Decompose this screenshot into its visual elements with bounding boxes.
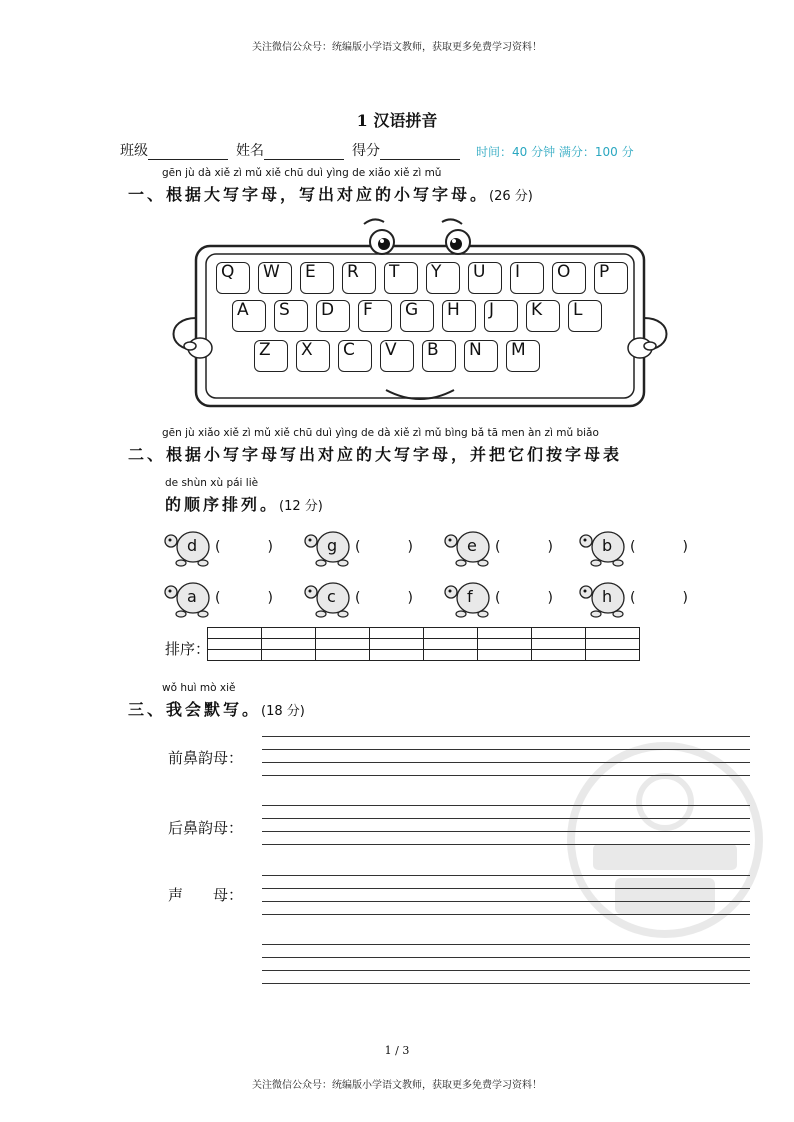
answer-parens[interactable]: [495, 590, 553, 606]
watermark-seal: [565, 740, 765, 940]
key-m: M: [506, 340, 540, 372]
key-r: R: [342, 262, 376, 294]
writing-rule: [262, 957, 750, 958]
section2-pinyin-line2: de shùn xù pái liè: [165, 477, 259, 489]
turtle-icon: [443, 527, 491, 567]
order-cell[interactable]: [532, 650, 586, 661]
section1-heading: [128, 182, 533, 205]
keyboard-illustration: [160, 210, 680, 410]
writing-rule: [262, 944, 750, 945]
score-label: 得分: [352, 143, 380, 159]
order-cell[interactable]: [208, 650, 262, 661]
order-cell[interactable]: [586, 639, 640, 650]
turtle-letter: b: [602, 536, 613, 555]
key-k: K: [526, 300, 560, 332]
turtle-icon: [578, 578, 626, 618]
class-label: 班级: [120, 143, 148, 159]
order-cell[interactable]: [316, 650, 370, 661]
turtle-pair: [303, 578, 413, 618]
turtle-icon: [578, 527, 626, 567]
order-cell[interactable]: [208, 639, 262, 650]
key-w: W: [258, 262, 292, 294]
section3-pinyin: wǒ huì mò xiě: [162, 682, 236, 694]
name-field[interactable]: [264, 145, 344, 160]
answer-parens[interactable]: [630, 590, 688, 606]
paren-open: (: [355, 590, 361, 606]
paren-close: ): [682, 539, 688, 555]
key-f: F: [358, 300, 392, 332]
turtle-icon: [303, 578, 351, 618]
order-cell[interactable]: [478, 650, 532, 661]
turtle-pair: [163, 527, 273, 567]
turtle-icon: [303, 527, 351, 567]
answer-parens[interactable]: [215, 539, 273, 555]
order-cell[interactable]: [370, 650, 424, 661]
paren-close: ): [267, 590, 273, 606]
turtle-pair: [578, 578, 688, 618]
turtle-pair: [443, 527, 553, 567]
turtle-icon: [163, 578, 211, 618]
key-e: E: [300, 262, 334, 294]
order-cell[interactable]: [586, 650, 640, 661]
turtle-pair: [578, 527, 688, 567]
answer-parens[interactable]: [355, 590, 413, 606]
writing-rule: [262, 736, 750, 737]
section1-heading-text: 一、根据大写字母，写出对应的小写字母。: [128, 185, 490, 204]
turtle-icon: [443, 578, 491, 618]
order-cell[interactable]: [208, 628, 262, 639]
key-g: G: [400, 300, 434, 332]
turtle-letter: e: [467, 536, 477, 555]
paren-open: (: [630, 539, 636, 555]
paren-open: (: [495, 590, 501, 606]
writing-label-back-nasal: 后鼻韵母：: [168, 819, 244, 837]
writing-label-initials: 声 母：: [168, 886, 244, 904]
paren-open: (: [215, 539, 221, 555]
key-q: Q: [216, 262, 250, 294]
section2-heading2-text: 的顺序排列。: [165, 495, 280, 514]
section1-pinyin: gēn jù dà xiě zì mǔ xiě chū duì yìng de xiǎo xiě zì mǔ: [162, 167, 442, 179]
key-u: U: [468, 262, 502, 294]
order-cell[interactable]: [262, 650, 316, 661]
turtle-letter: g: [327, 536, 338, 555]
top-banner: 关注微信公众号：统编版小学语文教师，获取更多免费学习资料！: [252, 42, 542, 53]
paren-close: ): [407, 590, 413, 606]
key-c: C: [338, 340, 372, 372]
info-line: [120, 140, 634, 160]
section3-heading-text: 三、我会默写。: [128, 700, 262, 719]
order-cell[interactable]: [478, 639, 532, 650]
score-field[interactable]: [380, 145, 460, 160]
turtle-letter: c: [327, 587, 336, 606]
turtle-pair: [303, 527, 413, 567]
answer-parens[interactable]: [630, 539, 688, 555]
order-cell[interactable]: [532, 639, 586, 650]
key-y: Y: [426, 262, 460, 294]
page-title: 1 汉语拼音: [356, 111, 438, 130]
turtle-pair: [443, 578, 553, 618]
order-cell[interactable]: [424, 628, 478, 639]
key-h: H: [442, 300, 476, 332]
key-j: J: [484, 300, 518, 332]
key-d: D: [316, 300, 350, 332]
key-n: N: [464, 340, 498, 372]
order-cell[interactable]: [262, 639, 316, 650]
turtle-letter: d: [187, 536, 198, 555]
order-cell[interactable]: [532, 628, 586, 639]
answer-parens[interactable]: [215, 590, 273, 606]
turtle-pair: [163, 578, 273, 618]
paren-close: ): [682, 590, 688, 606]
order-cell[interactable]: [424, 650, 478, 661]
key-v: V: [380, 340, 414, 372]
turtle-letter: f: [467, 587, 473, 606]
section2-heading-line2: [165, 492, 323, 515]
key-z: Z: [254, 340, 288, 372]
order-grid[interactable]: [207, 627, 640, 661]
key-a: A: [232, 300, 266, 332]
order-cell[interactable]: [478, 628, 532, 639]
key-b: B: [422, 340, 456, 372]
section3-heading: [128, 697, 305, 720]
paren-open: (: [495, 539, 501, 555]
key-x: X: [296, 340, 330, 372]
section2-pinyin-line1: gēn jù xiǎo xiě zì mǔ xiě chū duì yìng de dà xiě zì mǔ bìng bǎ tā men àn zì mǔ biǎo: [162, 427, 599, 439]
turtle-letter: a: [187, 587, 197, 606]
key-i: I: [510, 262, 544, 294]
key-o: O: [552, 262, 586, 294]
order-cell[interactable]: [316, 639, 370, 650]
section1-score: (26 分): [489, 189, 533, 204]
answer-parens[interactable]: [495, 539, 553, 555]
order-cell[interactable]: [262, 628, 316, 639]
paren-open: (: [355, 539, 361, 555]
writing-rule: [262, 970, 750, 971]
order-cell[interactable]: [316, 628, 370, 639]
paren-close: ): [407, 539, 413, 555]
paren-close: ): [267, 539, 273, 555]
paren-open: (: [630, 590, 636, 606]
paren-open: (: [215, 590, 221, 606]
turtle-icon: [163, 527, 211, 567]
name-label: 姓名: [236, 143, 264, 159]
class-field[interactable]: [148, 145, 228, 160]
paren-close: ): [547, 539, 553, 555]
order-cell[interactable]: [370, 639, 424, 650]
section3-score: (18 分): [261, 704, 305, 719]
turtle-letter: h: [602, 587, 613, 606]
order-cell[interactable]: [370, 628, 424, 639]
paren-close: ): [547, 590, 553, 606]
key-l: L: [568, 300, 602, 332]
order-label: 排序：: [165, 640, 211, 658]
section2-heading-line1: 二、根据小写字母写出对应的大写字母，并把它们按字母表: [128, 445, 623, 464]
writing-rule: [262, 983, 750, 984]
answer-parens[interactable]: [355, 539, 413, 555]
page-number: 1 / 3: [384, 1044, 410, 1057]
order-cell[interactable]: [424, 639, 478, 650]
order-cell[interactable]: [586, 628, 640, 639]
time-text: 时间：40 分钟 满分：100 分: [476, 145, 634, 159]
key-t: T: [384, 262, 418, 294]
bottom-banner: 关注微信公众号：统编版小学语文教师，获取更多免费学习资料！: [252, 1080, 542, 1091]
section2-score: (12 分): [279, 499, 323, 514]
writing-label-front-nasal: 前鼻韵母：: [168, 749, 244, 767]
key-p: P: [594, 262, 628, 294]
key-s: S: [274, 300, 308, 332]
